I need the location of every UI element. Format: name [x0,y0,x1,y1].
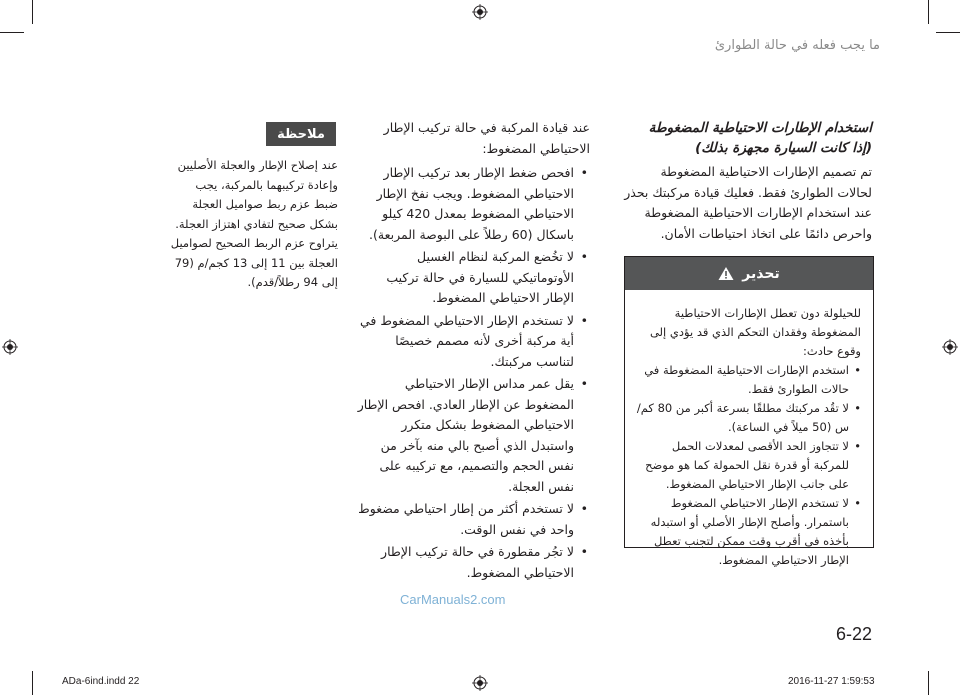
page-number: 6-22 [836,624,873,644]
list-item: • لا تجُر مقطورة في حالة تركيب الإطار الاحتياطي المضغوط. [356,542,590,583]
crop-mark [0,32,24,33]
crop-mark [32,671,33,695]
running-header: ما يجب فعله في حالة الطوارئ [714,38,880,53]
warning-body [625,290,873,578]
section-subtitle: (إذا كانت السيارة مجهزة بذلك) [695,140,872,156]
warning-header [625,257,873,290]
list-item: • لا تستخدم أكثر من إطار احتياطي مضغوط واحد في نفس الوقت. [356,499,590,540]
watermark: CarManuals2.com [400,592,506,607]
driving-rules-list [356,163,590,583]
warning-list [635,361,861,570]
note-text: عند إصلاح الإطار والعجلة الأصليين وإعادة تركيبهما بالمركبة، يجب ضبط عزم ربط صواميل العجلة بشكل صحيح لتفادي اهتزاز العجلة. يتراوح عزم الربط الصحيح لصواميل العجلة بين 11 إلى 13 كجم/م (79 إلى 94 رطلاً/قدم). [170,158,338,289]
footer-file: ADa-6ind.indd 22 [62,676,140,687]
section-paragraph: تم تصميم الإطارات الاحتياطية المضغوطة لحالات الطوارئ فقط. فعليك قيادة مركبتك بحذر عند استخدام الإطارات الاحتياطية المضغوطة واحرص دائمًا على اتخاذ احتياطات الأمان. [624,164,872,241]
right-column [622,118,872,244]
list-item: • يقل عمر مداس الإطار الاحتياطي المضغوط عن الإطار العادي. افحص الإطار الاحتياطي المضغوط بشكل متكرر واستبدل الذي أصبح بالي منه بآخر من نفس الحجم والتصميم، مع تركيبه على نفس العجلة. [356,374,590,497]
crop-mark [32,0,33,24]
middle-intro: عند قيادة المركبة في حالة تركيب الإطار الاحتياطي المضغوط: [383,120,590,156]
warning-item: • استخدم الإطارات الاحتياطية المضغوطة في حالات الطوارئ فقط. [635,361,861,399]
warning-item: • لا تستخدم الإطار الاحتياطي المضغوط باستمرار. وأصلح الإطار الأصلي أو استبدله بأخذه في أقرب وقت ممكن لتجنب تعطل الإطار الاحتياطي المضغوط. [635,494,861,570]
list-item: • لا تستخدم الإطار الاحتياطي المضغوط في أية مركبة أخرى لأنه مصمم خصيصًا لتناسب مركبتك. [356,311,590,373]
registration-mark-icon [472,675,488,691]
registration-mark-icon [472,4,488,20]
warning-box [624,256,874,567]
warning-item: • لا تقُد مركبتك مطلقًا بسرعة أكبر من 80 كم/س (50 ميلاً في الساعة). [635,399,861,437]
warning-heading: تحذير [742,265,780,282]
list-item: • افحص ضغط الإطار بعد تركيب الإطار الاحتياطي المضغوط. ويجب نفخ الإطار الاحتياطي المضغوط بمعدل 420 كيلو باسكال (60 رطلاً على البوصة المربعة). [356,163,590,245]
note-heading: ملاحظة [266,122,336,146]
registration-mark-icon [942,339,958,355]
warning-item: • لا تتجاوز الحد الأقصى لمعدلات الحمل للمركبة أو قدرة نقل الحمولة كما هو موضح على جانب الإطار الاحتياطي المضغوط. [635,437,861,494]
warning-intro: للحيلولة دون تعطل الإطارات الاحتياطية المضغوطة وفقدان التحكم الذي قد يؤدي إلى وقوع حادث: [649,306,861,358]
crop-mark [928,671,929,695]
warning-triangle-icon [718,266,734,281]
section-title: استخدام الإطارات الاحتياطية المضغوطة [648,120,872,136]
registration-mark-icon [2,339,18,355]
crop-mark [936,32,960,33]
middle-column [356,118,590,585]
footer-date: 2016-11-27 1:59:53 [788,676,875,687]
list-item: • لا تخُضع المركبة لنظام الغسيل الأوتوماتيكي للسيارة في حالة تركيب الإطار الاحتياطي المضغوط. [356,247,590,309]
crop-mark [928,0,929,24]
